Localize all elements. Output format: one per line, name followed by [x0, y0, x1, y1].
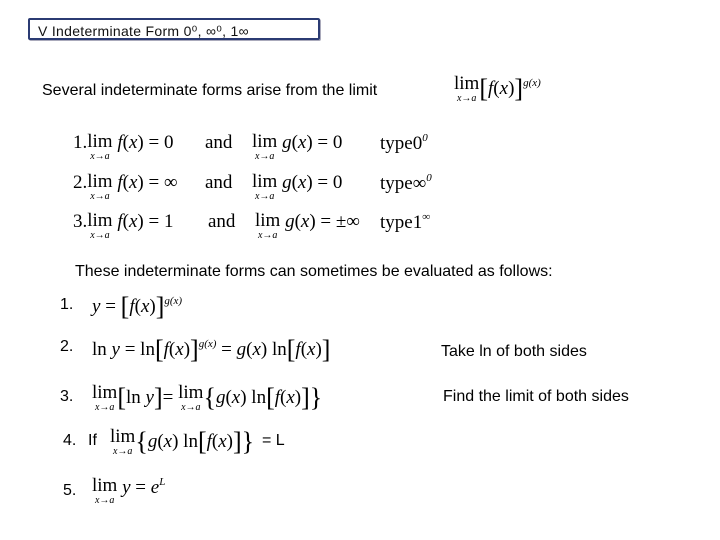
type-label-1: $type0^0$ — [380, 132, 428, 154]
step-3-equation: lim x→a [ln y]= lim x→a {g(x) ln[f(x)]} — [92, 382, 323, 413]
slide-title: V Indeterminate Form 0⁰, ∞⁰, 1∞ — [28, 18, 320, 40]
step-2-equation: $\ln y = \ln[f(x)]^{g(x)} = g(x)$ ln[f(x)] — [92, 335, 331, 364]
step-4-equals-l: = L — [262, 432, 285, 449]
step-2-note: Take ln of both sides — [441, 343, 587, 360]
step-1-number: 1. — [60, 296, 74, 313]
step-4-equation: lim x→a {g(x) ln[f(x)]} — [110, 426, 255, 457]
and-word-1: and — [205, 132, 233, 153]
type-label-3: type1∞ — [380, 211, 431, 233]
type-label-2: type∞$^0$ — [380, 172, 432, 194]
step-2-number: 2. — [60, 338, 74, 355]
form-row-2: 2. lim x→a f(x) = ∞ — [73, 171, 178, 202]
intro-text: Several indeterminate forms arise from the limit — [42, 82, 378, 99]
g-limit-row-3: lim x→a g(x) = ±∞ — [255, 210, 360, 241]
and-word-2: and — [205, 172, 233, 193]
step-1-equation: $y = [f(x)]^{g(x)}$ — [92, 292, 183, 321]
form-row-3: 3. lim x→a f(x) = 1 — [73, 210, 174, 241]
evaluation-text: These indeterminate forms can sometimes be evaluated as follows: — [75, 263, 553, 280]
and-word-3: and — [208, 211, 236, 232]
limit-expression: lim x→a $[f(x)]^{g(x)}$ — [454, 73, 541, 104]
step-3-note: Find the limit of both sides — [443, 388, 629, 405]
g-limit-row-1: lim x→a g(x) = 0 — [252, 131, 343, 162]
form-row-1: 1. lim x→a f(x) = 0 — [73, 131, 174, 162]
step-3-number: 3. — [60, 388, 74, 405]
step-5-equation: lim x→a $y = e^L$ — [92, 475, 166, 506]
g-limit-row-2: lim x→a g(x) = 0 — [252, 171, 343, 202]
step-4-number: 4. — [63, 432, 77, 449]
step-5-number: 5. — [63, 482, 77, 499]
step-4-if: If — [88, 432, 97, 449]
